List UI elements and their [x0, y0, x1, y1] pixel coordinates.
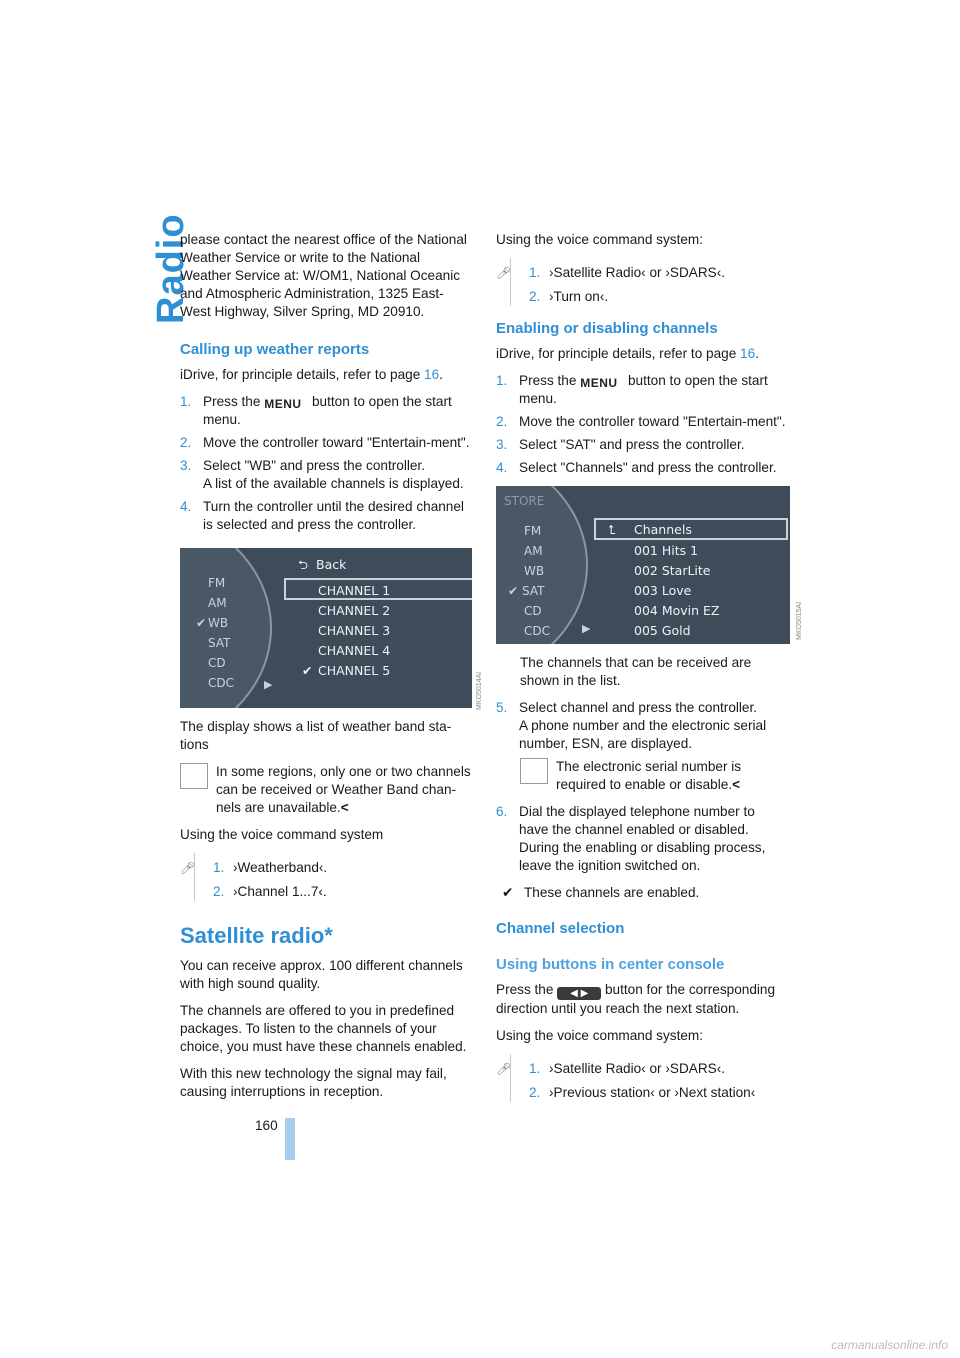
- band-cdc: CDC: [208, 676, 234, 690]
- enable-steps-final: [496, 803, 788, 875]
- weather-heading: Calling up weather reports: [180, 341, 370, 358]
- back-arrow-icon: ⮌: [298, 557, 309, 572]
- band-fm: FM: [208, 576, 226, 590]
- channel-item: 005 Gold: [634, 623, 691, 638]
- store-label: STORE: [504, 494, 545, 508]
- idrive-reference: iDrive, for principle details, refer to page 16.: [180, 367, 443, 382]
- voice-intro: Using the voice command system:: [496, 1028, 704, 1043]
- voice-intro: Using the voice command system: [180, 827, 384, 842]
- list-item: 2. ›Previous station‹ or ›Next station‹: [529, 1085, 756, 1100]
- list-item: 3. Select "SAT" and press the controller.: [496, 437, 745, 452]
- list-item: 1. ›Satellite Radio‹ or ›SDARS‹.: [529, 265, 726, 280]
- sat-paragraph: With this new technology the signal may fail, causing interruptions in reception.: [180, 1066, 447, 1099]
- voice-command-box: [180, 853, 472, 901]
- selection-heading: Channel selection: [496, 920, 625, 937]
- note-box: The electronic serial number is required to enable or disable.<: [496, 758, 788, 794]
- arrow-icon: ▶: [582, 622, 591, 635]
- watermark: carmanualsonline.info: [831, 1338, 948, 1352]
- channel-item: CHANNEL 3: [318, 623, 391, 638]
- note-icon: [520, 758, 548, 784]
- received-text: The channels that can be received are shown in the list.: [520, 655, 752, 688]
- list-item: 1. ›Weatherband‹.: [213, 860, 328, 875]
- check-icon: ✔: [196, 616, 207, 630]
- list-item: 2. Move the controller toward "Entertain-ment".: [496, 414, 786, 429]
- list-item: 6. Dial the displayed telephone number to have the channel enabled or disabled. During the enabling or disabling process, leave the ignition switched on.: [496, 804, 766, 873]
- seek-buttons-icon: ◀ ▶: [557, 987, 601, 1000]
- sat-paragraph: You can receive approx. 100 different channels with high sound quality.: [180, 958, 463, 991]
- voice-intro: Using the voice command system:: [496, 232, 704, 247]
- band-am: AM: [208, 596, 227, 610]
- note-box: In some regions, only one or two channels can be received or Weather Band chan-nels are unavailable.<: [180, 763, 472, 817]
- list-item: 2. Move the controller toward "Entertain-ment".: [180, 435, 470, 450]
- satellite-heading: Satellite radio*: [180, 923, 333, 948]
- return-icon: ⮤: [608, 522, 616, 537]
- channel-item: CHANNEL 1: [318, 583, 391, 598]
- image-code: MKO5015AI: [796, 601, 803, 640]
- list-item: 3. Select "WB" and press the controller. A list of the available channels is displayed.: [180, 458, 464, 491]
- section-title: Radio: [150, 213, 192, 324]
- page-marker: [285, 1118, 295, 1160]
- enabled-note: ✔ These channels are enabled.: [502, 885, 700, 900]
- band-wb: WB: [524, 564, 545, 578]
- arrow-icon: ▶: [264, 678, 273, 691]
- list-item: 2. ›Channel 1...7‹.: [213, 884, 327, 899]
- channel-item: CHANNEL 2: [318, 603, 391, 618]
- list-item: 1. Press the MENU button to open the start menu.: [496, 373, 768, 406]
- page-link[interactable]: 16: [424, 367, 440, 382]
- back-label: Back: [316, 557, 347, 572]
- note-icon: [180, 763, 208, 789]
- check-icon: ✔: [508, 584, 519, 598]
- menu-button-icon: MENU: [264, 395, 308, 408]
- channel-item: CHANNEL 4: [318, 643, 391, 658]
- microphone-icon: 🎤︎: [180, 861, 196, 875]
- left-column: [180, 231, 472, 1110]
- list-item: 5. Select channel and press the controller. A phone number and the electronic serial number, ESN, are displayed.: [496, 700, 767, 751]
- page-link[interactable]: 16: [740, 346, 756, 361]
- list-item: 4. Select "Channels" and press the controller.: [496, 460, 777, 475]
- weather-steps: [180, 393, 472, 534]
- buttons-heading: Using buttons in center console: [496, 956, 725, 973]
- menu-button-icon: MENU: [580, 374, 624, 387]
- band-sat: SAT: [522, 584, 545, 598]
- enable-heading: Enabling or disabling channels: [496, 320, 718, 337]
- microphone-icon: 🎤︎: [496, 1062, 512, 1076]
- band-wb: WB: [208, 616, 229, 630]
- sat-paragraph: The channels are offered to you in predefined packages. To listen to the channels of your choice, you must have these channels enabled.: [180, 1003, 467, 1054]
- idrive-reference: iDrive, for principle details, refer to page 16.: [496, 346, 759, 361]
- page-number: 160: [255, 1118, 278, 1133]
- press-paragraph: Press the ◀ ▶ button for the corresponding direction until you reach the next station.: [496, 982, 776, 1016]
- band-cd: CD: [208, 656, 226, 670]
- channel-item: CHANNEL 5: [318, 663, 391, 678]
- channel-item: 001 Hits 1: [634, 543, 699, 558]
- enable-steps-continued: [496, 699, 788, 753]
- enable-steps: [496, 372, 788, 477]
- channel-item: 003 Love: [634, 583, 692, 598]
- check-icon: ✔: [302, 663, 313, 678]
- voice-command-box: [496, 258, 788, 306]
- weather-screen: [180, 548, 472, 708]
- band-fm: FM: [524, 524, 542, 538]
- image-code: MKO5014AI: [476, 671, 483, 710]
- band-sat: SAT: [208, 636, 231, 650]
- channel-item: 004 Movin EZ: [634, 603, 720, 618]
- check-icon: ✔: [502, 885, 514, 900]
- channels-header: Channels: [634, 522, 692, 537]
- channel-item: 002 StarLite: [634, 563, 711, 578]
- intro-paragraph: please contact the nearest office of the National Weather Service or write to the National Weather Service at: W/OM1, National Oceanic and Atmospheric Administration, 1325 East-West Highway, Silver Spring, MD 20910.: [180, 232, 467, 319]
- voice-command-box: [496, 1054, 788, 1102]
- list-item: 2. ›Turn on‹.: [529, 289, 609, 304]
- list-item: 1. Press the MENU button to open the start menu.: [180, 394, 452, 427]
- display-text: The display shows a list of weather band sta-tions: [180, 719, 452, 752]
- band-cdc: CDC: [524, 624, 550, 638]
- band-am: AM: [524, 544, 543, 558]
- channels-screen: [496, 486, 790, 644]
- microphone-icon: 🎤︎: [496, 266, 512, 280]
- band-cd: CD: [524, 604, 542, 618]
- list-item: 1. ›Satellite Radio‹ or ›SDARS‹.: [529, 1061, 726, 1076]
- right-column: [496, 231, 788, 1111]
- list-item: 4. Turn the controller until the desired channel is selected and press the controller.: [180, 499, 464, 532]
